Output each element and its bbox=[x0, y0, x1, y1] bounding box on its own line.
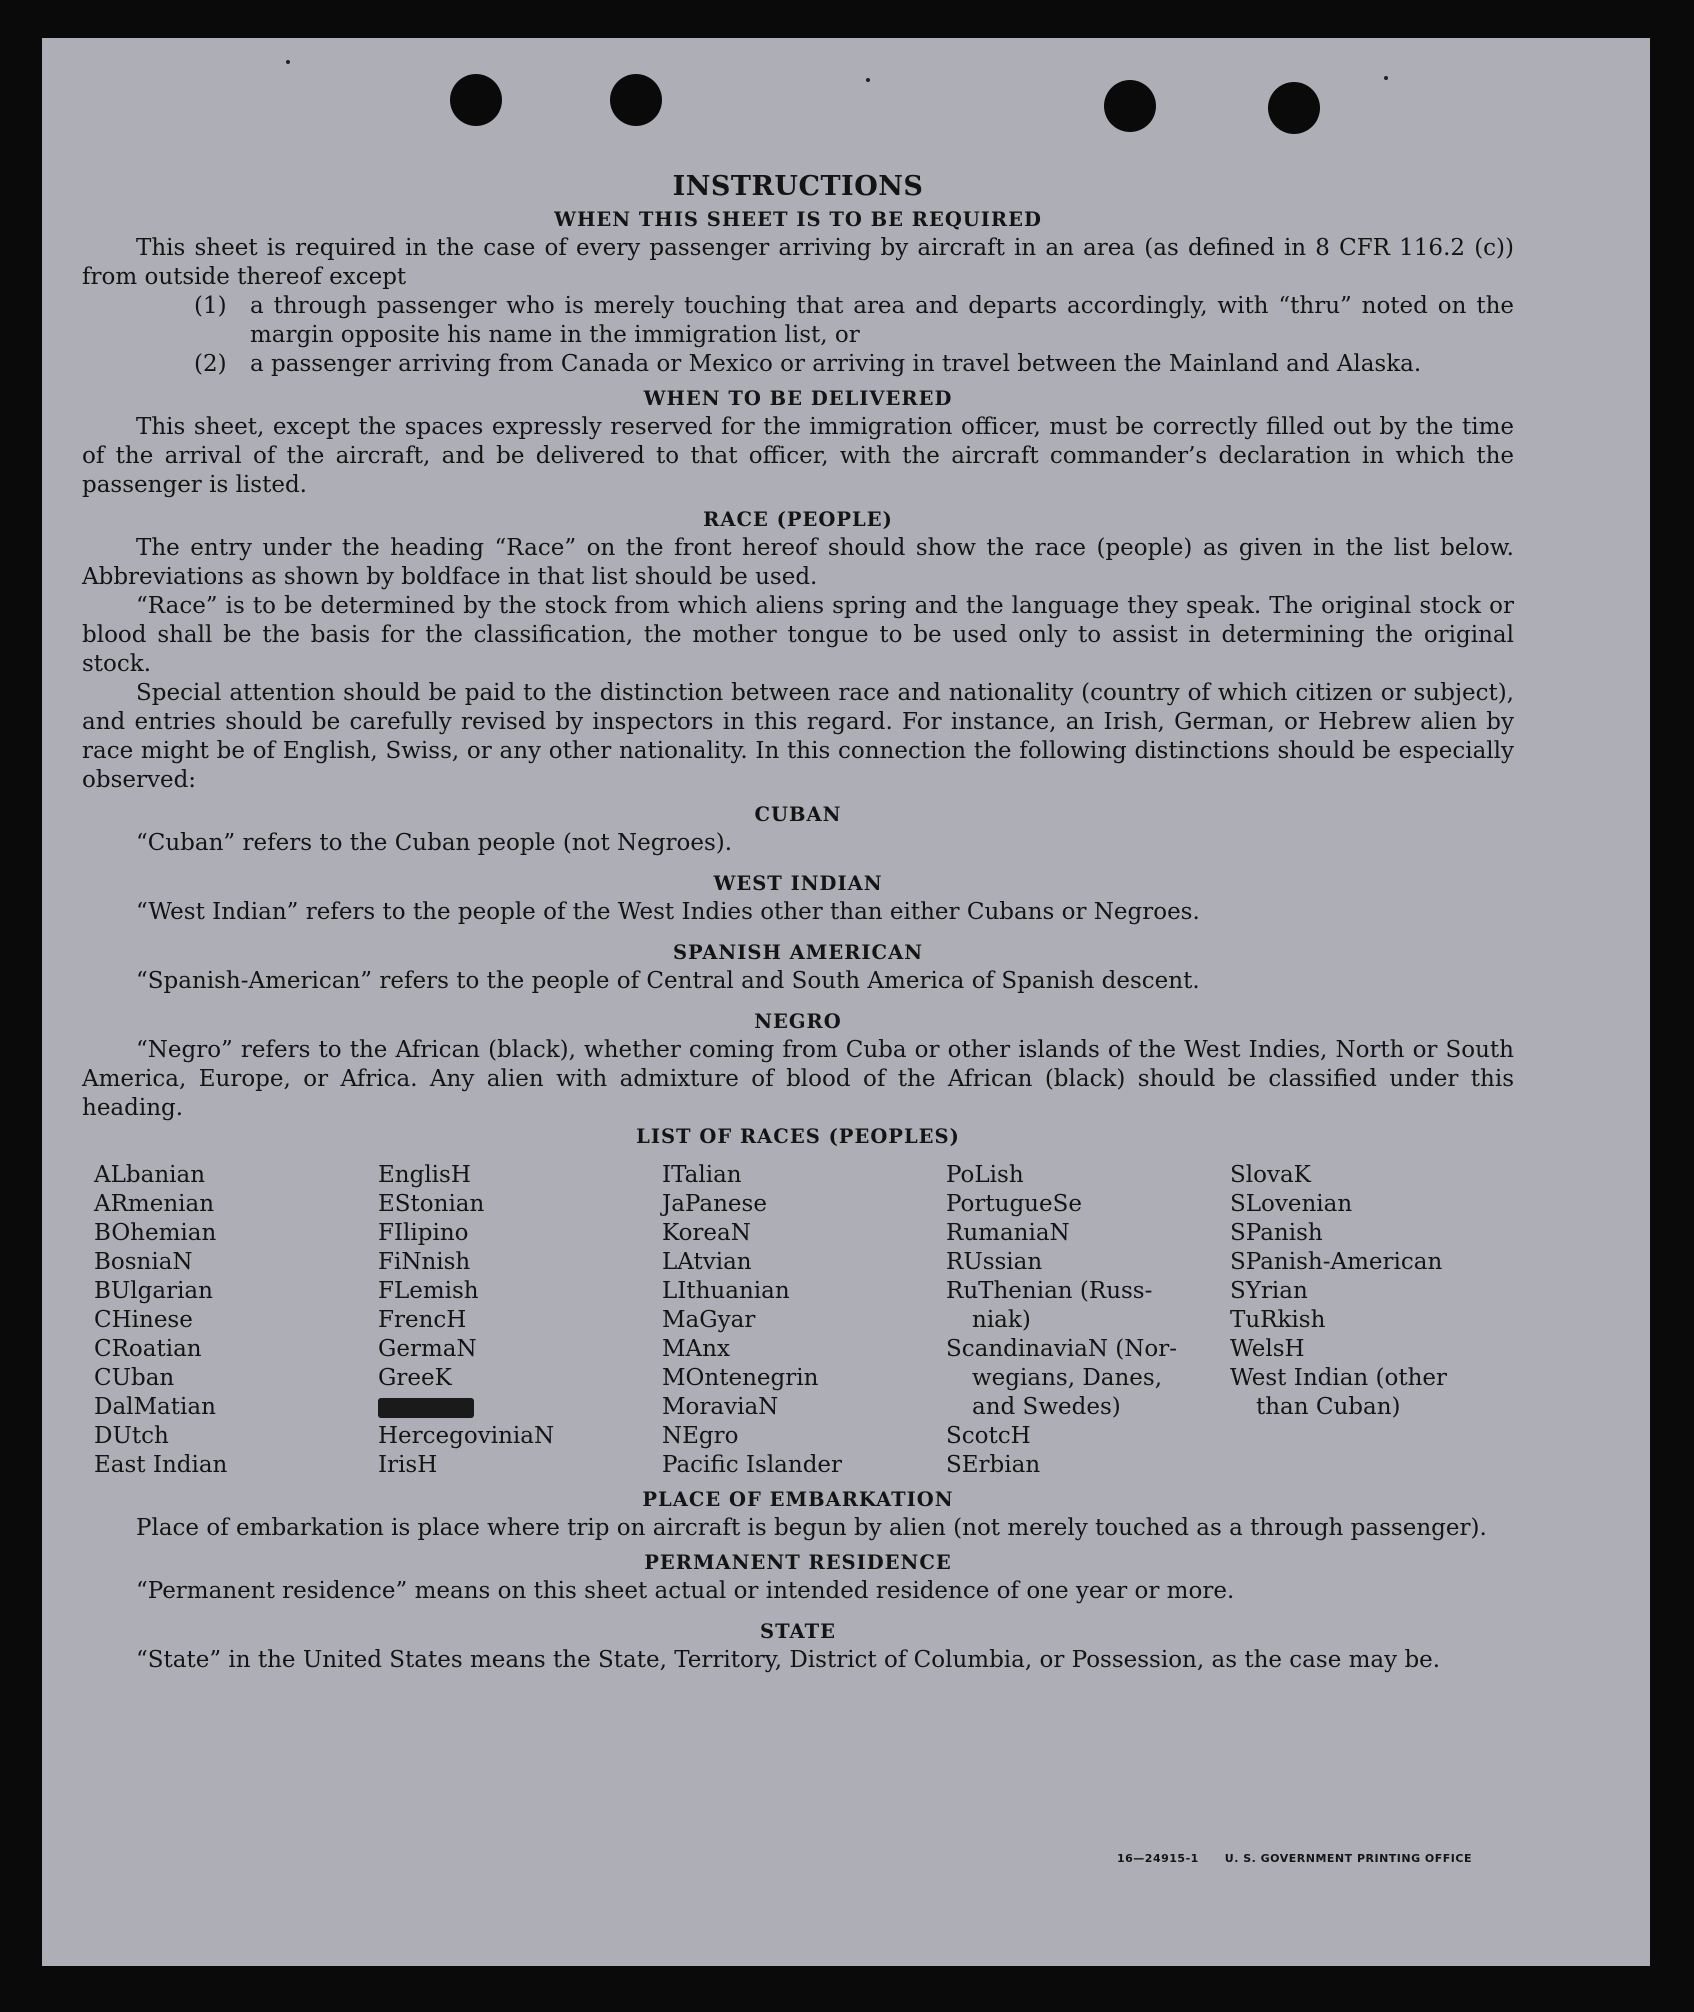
section-heading: LIST OF RACES (PEOPLES) bbox=[636, 1125, 960, 1148]
race-entry: LIthuanian bbox=[662, 1278, 790, 1304]
race-entry: TuRkish bbox=[1230, 1307, 1326, 1333]
redaction-mark bbox=[378, 1398, 474, 1418]
section-heading: PERMANENT RESIDENCE bbox=[644, 1551, 952, 1574]
section-text: “Permanent residence” means on this sheet actual or intended residence of one year or more. bbox=[136, 1578, 1235, 1604]
race-entry: LAtvian bbox=[662, 1249, 752, 1275]
punch-hole bbox=[1104, 80, 1156, 132]
section-heading: SPANISH AMERICAN bbox=[672, 941, 924, 964]
punch-hole bbox=[610, 74, 662, 126]
race-entry: niak) bbox=[972, 1307, 1031, 1333]
race-entry: SYrian bbox=[1230, 1278, 1308, 1304]
list-item bbox=[194, 350, 1514, 379]
race-entry: ARmenian bbox=[94, 1191, 215, 1217]
race-entry: ScandinaviaN (Nor- bbox=[946, 1336, 1177, 1362]
race-column bbox=[94, 1161, 378, 1480]
section-text: “West Indian” refers to the people of the West Indies other than either Cubans or Negroes. bbox=[136, 899, 1200, 925]
race-entry: SPanish-American bbox=[1230, 1249, 1443, 1275]
race-entry: DalMatian bbox=[94, 1394, 216, 1420]
race-entry: WelsH bbox=[1230, 1336, 1305, 1362]
race-entry: than Cuban) bbox=[1256, 1394, 1401, 1420]
race-entry: SLovenian bbox=[1230, 1191, 1353, 1217]
race-entry: HercegoviniaN bbox=[378, 1423, 555, 1449]
race-column bbox=[946, 1161, 1230, 1480]
page-title: INSTRUCTIONS bbox=[672, 171, 924, 202]
race-column bbox=[662, 1161, 946, 1480]
section-text: The entry under the heading “Race” on the front hereof should show the race (people) as given in the list below. Abbreviations as shown by boldface in that list should be used. bbox=[82, 535, 1514, 590]
printing-office: U. S. GOVERNMENT PRINTING OFFICE bbox=[1224, 1852, 1472, 1865]
section-text: Place of embarkation is place where trip on aircraft is begun by alien (not merely touched as a through passenger). bbox=[136, 1515, 1487, 1541]
section-heading: NEGRO bbox=[754, 1010, 842, 1033]
race-entry: West Indian (other bbox=[1230, 1365, 1448, 1391]
speck bbox=[286, 60, 290, 64]
section-heading: WHEN THIS SHEET IS TO BE REQUIRED bbox=[554, 208, 1042, 231]
race-entry: RuThenian (Russ- bbox=[946, 1278, 1153, 1304]
section-text: “Cuban” refers to the Cuban people (not Negroes). bbox=[136, 830, 733, 856]
race-entry: BOhemian bbox=[94, 1220, 217, 1246]
race-entry: CRoatian bbox=[94, 1336, 202, 1362]
form-number: 16—24915-1 bbox=[1117, 1852, 1199, 1865]
print-code bbox=[1117, 1852, 1472, 1865]
race-list bbox=[94, 1161, 1514, 1480]
instructions-body bbox=[82, 170, 1514, 1675]
section-heading: RACE (PEOPLE) bbox=[703, 508, 893, 531]
race-entry: CHinese bbox=[94, 1307, 193, 1333]
section-text: “State” in the United States means the State, Territory, District of Columbia, or Possession, as the case may be. bbox=[136, 1647, 1441, 1673]
list-item bbox=[194, 292, 1514, 350]
section-heading: STATE bbox=[760, 1620, 836, 1643]
list-number: (2) bbox=[194, 351, 227, 377]
race-entry: SlovaK bbox=[1230, 1162, 1311, 1188]
section-text: “Negro” refers to the African (black), whether coming from Cuba or other islands of the West Indies, North or South America, Europe, or Africa. Any alien with admixture of blood of the African (black) should be classified under this heading. bbox=[82, 1037, 1514, 1121]
race-entry: Pacific Islander bbox=[662, 1452, 843, 1478]
race-entry: EnglisH bbox=[378, 1162, 471, 1188]
section-heading: PLACE OF EMBARKATION bbox=[642, 1488, 954, 1511]
race-entry: JaPanese bbox=[662, 1191, 767, 1217]
race-entry: East Indian bbox=[94, 1452, 228, 1478]
speck bbox=[866, 78, 870, 82]
race-entry: and Swedes) bbox=[972, 1394, 1121, 1420]
section-heading: CUBAN bbox=[754, 803, 842, 826]
punch-hole bbox=[1268, 82, 1320, 134]
list-text: a through passenger who is merely touching that area and departs accordingly, with “thru” noted on the margin opposite his name in the immigration list, or bbox=[250, 293, 1514, 348]
list-number: (1) bbox=[194, 293, 227, 319]
punch-hole bbox=[450, 74, 502, 126]
section-heading: WHEN TO BE DELIVERED bbox=[643, 387, 953, 410]
race-entry: RumaniaN bbox=[946, 1220, 1070, 1246]
race-entry: SErbian bbox=[946, 1452, 1041, 1478]
race-entry: MAnx bbox=[662, 1336, 730, 1362]
race-entry: CUban bbox=[94, 1365, 175, 1391]
race-entry: FiNnish bbox=[378, 1249, 471, 1275]
race-entry: MaGyar bbox=[662, 1307, 756, 1333]
section-text: This sheet, except the spaces expressly reserved for the immigration officer, must be correctly filled out by the time of the arrival of the aircraft, and be delivered to that officer, with the aircraft commander’s declaration in which the passenger is listed. bbox=[82, 414, 1514, 498]
race-entry: PoLish bbox=[946, 1162, 1024, 1188]
section-text: “Spanish-American” refers to the people of Central and South America of Spanish descent. bbox=[136, 968, 1200, 994]
section-text: This sheet is required in the case of every passenger arriving by aircraft in an area (as defined in 8 CFR 116.2 (c)) from outside thereof except bbox=[82, 235, 1514, 290]
redacted-entry bbox=[378, 1393, 662, 1422]
race-entry: RUssian bbox=[946, 1249, 1043, 1275]
race-entry: MoraviaN bbox=[662, 1394, 779, 1420]
race-entry: ScotcH bbox=[946, 1423, 1031, 1449]
race-entry: BosniaN bbox=[94, 1249, 193, 1275]
race-entry: IrisH bbox=[378, 1452, 438, 1478]
race-entry: ALbanian bbox=[94, 1162, 206, 1188]
section-heading: WEST INDIAN bbox=[713, 872, 883, 895]
race-column bbox=[378, 1161, 662, 1480]
race-entry: NEgro bbox=[662, 1423, 739, 1449]
race-entry: ITalian bbox=[662, 1162, 742, 1188]
race-entry: GreeK bbox=[378, 1365, 452, 1391]
race-entry: BUlgarian bbox=[94, 1278, 213, 1304]
document-sheet bbox=[42, 38, 1650, 1966]
speck bbox=[1384, 76, 1388, 80]
race-entry: EStonian bbox=[378, 1191, 485, 1217]
section-text: Special attention should be paid to the distinction between race and nationality (country of which citizen or subject), and entries should be carefully revised by inspectors in this regard. For instance, an Irish, German, or Hebrew alien by race might be of English, Swiss, or any other nationality. In this connection the following distinctions should be especially observed: bbox=[82, 680, 1514, 793]
race-entry: DUtch bbox=[94, 1423, 169, 1449]
race-entry: MOntenegrin bbox=[662, 1365, 819, 1391]
race-entry: SPanish bbox=[1230, 1220, 1323, 1246]
race-entry: FLemish bbox=[378, 1278, 479, 1304]
race-entry: wegians, Danes, bbox=[972, 1365, 1163, 1391]
section-text: “Race” is to be determined by the stock from which aliens spring and the language they speak. The original stock or blood shall be the basis for the classification, the mother tongue to be used only to assist in determining the original stock. bbox=[82, 593, 1514, 677]
race-column bbox=[1230, 1161, 1514, 1480]
list-text: a passenger arriving from Canada or Mexico or arriving in travel between the Mainland and Alaska. bbox=[250, 351, 1422, 377]
race-entry: KoreaN bbox=[662, 1220, 751, 1246]
race-entry: GermaN bbox=[378, 1336, 477, 1362]
race-entry: FrencH bbox=[378, 1307, 467, 1333]
race-entry: FIlipino bbox=[378, 1220, 469, 1246]
race-entry: PortugueSe bbox=[946, 1191, 1082, 1217]
